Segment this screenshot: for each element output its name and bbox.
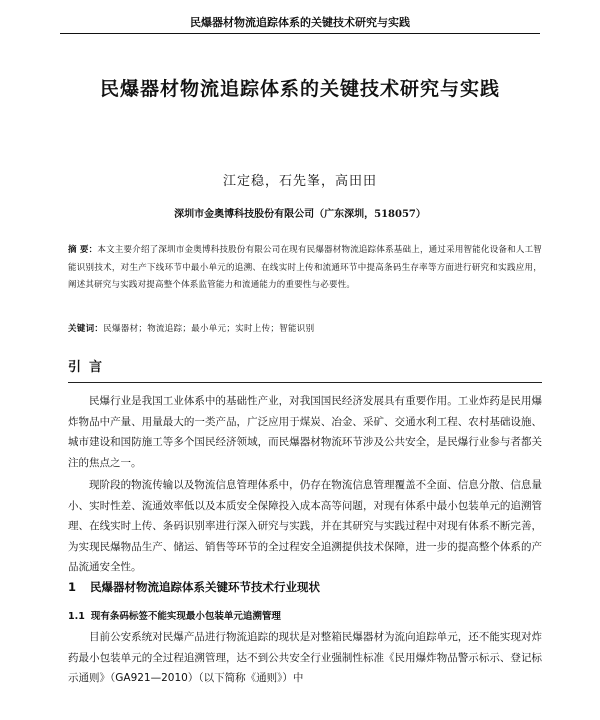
intro-paragraph-2: 现阶段的物流传输以及物流信息管理体系中，仍存在物流信息管理覆盖不全面、信息分散、信息量小、实时性差、流通效率低以及本质安全保障投入成本高等问题，对现有体系中最小包装单元的追溯管理、在线实时上传、条码识别率进行深入研究与实践，并在其研究与实践过程中对现有体系不断完善，为实现民爆物品生产、储运、销售等环节的全过程安全追溯提供技术保障，进一步的提高整个体系的产品流通安全性。 xyxy=(68,479,542,573)
running-header: 民爆器材物流追踪体系的关键技术研究与实践 xyxy=(190,16,410,29)
abstract-text: 本文主要介绍了深圳市金奥博科技股份有限公司在现有民爆器材物流追踪体系基础上，通过采用智能化设备和人工智能识别技术，对生产下线环节中最小单元的追溯、在线实时上传和流通环节中提高条码生存率等方面进行研究和实践应用，阐述其研究与实践对提高整个体系监管能力和流通能力的重要性与必要性。 xyxy=(68,245,542,290)
intro-rule xyxy=(68,382,542,383)
abstract-label: 摘 要： xyxy=(68,245,98,255)
affiliation: 深圳市金奥博科技股份有限公司（广东深圳，518057） xyxy=(174,209,426,220)
section-1-number: 1 xyxy=(68,580,77,594)
authors: 江定稳，石先峯，高田田 xyxy=(222,174,377,189)
paper-title: 民爆器材物流追踪体系的关键技术研究与实践 xyxy=(99,78,500,100)
section-1-1-title: 现有条码标签不能实现最小包装单元追溯管理 xyxy=(90,611,281,622)
intro-heading: 引言 xyxy=(68,360,111,375)
keywords xyxy=(68,322,542,334)
section-1-heading xyxy=(68,579,320,595)
keywords-label: 关键词： xyxy=(68,324,104,334)
section-1-1-paragraph: 目前公安系统对民爆产品进行物流追踪的现状是对整箱民爆器材为流向追踪单元，还不能实现对炸药最小包装单元的全过程追溯管理，达不到公共安全行业强制性标准《民用爆炸物品警示标示、登记标示通则》（GA921—2010）（以下简称《通则》）中 xyxy=(68,631,542,684)
abstract xyxy=(68,242,542,295)
section-1-title: 民爆器材物流追踪体系关键环节技术行业现状 xyxy=(90,580,321,594)
section-1-1-number: 1.1 xyxy=(68,611,85,622)
keywords-text: 民爆器材；物流追踪；最小单元；实时上传；智能识别 xyxy=(103,324,315,334)
header-rule xyxy=(60,33,540,34)
section-1-1-heading xyxy=(68,608,281,622)
intro-paragraph-1: 民爆行业是我国工业体系中的基础性产业，对我国国民经济发展具有重要作用。工业炸药是民用爆炸物品中产量、用量最大的一类产品，广泛应用于煤炭、冶金、采矿、交通水利工程、农村基础设施、城市建设和国防施工等多个国民经济领域，而民爆器材物流环节涉及公共安全，是民爆行业参与者都关注的焦点之一。 xyxy=(68,395,542,469)
